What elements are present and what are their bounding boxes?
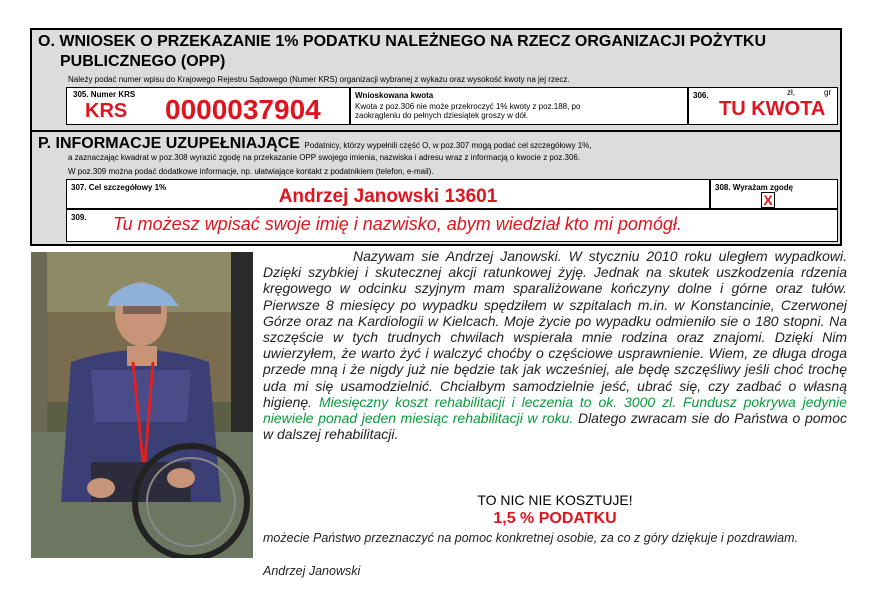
- tax-form-excerpt: [30, 28, 842, 246]
- section-p-heading: P. INFORMACJE UZUPEŁNIAJĄCE: [38, 135, 300, 152]
- currency-zl: zł,: [787, 88, 795, 97]
- section-p-note-1: Podatnicy, którzy wypełnili część O, w poz.307 mogą podać cel szczegółowy 1%,: [304, 141, 592, 150]
- story-main: Nazywam sie Andrzej Janowski. W styczniu 2010 roku uległem wypadkowi. Dzięki szybkiej i skutecznej akcji ratunkowej żyję. Jednak na skutek uszkodzenia rdzenia kręgowego w odcinku szyjnym mam sparaliżowane kończyny dolne i górne oraz tułów. Pierwsze 8 miesięcy po wypadku spędziłem w szpitalach m.in. w Konstancinie, Czerwonej Górze oraz na Kardiologii w Kielcach. Moje życie po wypadku odmieniło sie o 180 stopni. Na szczęście w tych trudnych chwilach wspierała mnie rodzina oraz znajomi. Dzięki Nim uwierzyłem, że warto żyć i walczyć choćby o częściowe usprawnienie. Wiem, ze długa droga przede mną i że nigdy już nie będzie tak jak wcześniej, ale będę szczęśliwy jeśli choć trochę uda mi się usamodzielnić. Chciałbym samodzielnie jeść, ubrać się, czy zadbać o własną higienę.: [263, 248, 847, 410]
- field-308-consent: [710, 179, 838, 209]
- field-306-label: 306.: [693, 91, 709, 100]
- field-306-amount[interactable]: [688, 87, 838, 125]
- section-o-note: Należy podać numer wpisu do Krajowego Rejestru Sądowego (Numer KRS) organizacji wybranej z wykazu oraz wysokość kwoty na jej rzecz.: [68, 75, 570, 84]
- krs-number: 0000037904: [165, 94, 321, 125]
- story-cost: Miesięczny koszt rehabilitacji i leczenia to ok. 3000 zl. Fundusz pokrywa jedynie niewiele ponad jeden miesiąc rehabilitacji w roku.: [263, 393, 847, 427]
- photo-illustration: [31, 252, 253, 558]
- field-305-krs[interactable]: [66, 87, 350, 125]
- amount-note-2: zaokrągleniu do pełnych dziesiątek groszy w dół.: [355, 111, 528, 120]
- amount-label: Wnioskowana kwota: [355, 91, 434, 100]
- info-value: Tu możesz wpisać swoje imię i nazwisko, abym wiedział kto mi pomógł.: [113, 214, 682, 234]
- section-o-title: O. WNIOSEK O PRZEKAZANIE 1% PODATKU NALEŻNEGO NA RZECZ ORGANIZACJI POŻYTKU: [38, 33, 767, 50]
- field-307-label: 307. Cel szczegółowy 1%: [71, 183, 167, 192]
- story-end: Dlatego zwracam sie do Państwa o pomoc w dalszej rehabilitacji.: [263, 410, 847, 443]
- signature: Andrzej Janowski: [263, 564, 361, 578]
- free-line: TO NIC NIE KOSZTUJE!: [477, 492, 633, 508]
- section-p-note-3: W poz.309 można podać dodatkowe informacje, np. ułatwiające kontakt z podatnikiem (telefon, e-mail).: [68, 167, 434, 176]
- field-308-label: 308. Wyrażam zgodę: [715, 183, 794, 192]
- tax-line: 1,5 % PODATKU: [493, 510, 617, 527]
- field-309-label: 309.: [71, 213, 87, 222]
- closing-text: możecie Państwo przeznaczyć na pomoc konkretnej osobie, za co z góry dziękuje i pozdrawiam.: [263, 531, 798, 545]
- field-305-label: 305. Numer KRS: [73, 90, 136, 99]
- field-309-info[interactable]: [66, 209, 838, 242]
- goal-value: Andrzej Janowski 13601: [278, 186, 498, 207]
- section-p-note-2: a zaznaczając kwadrat w poz.308 wyrazić zgodę na przekazanie OPP swojego imienia, nazwiska i adresu wraz z informacją o kwocie z poz.306.: [68, 153, 581, 162]
- section-o-title-cont: PUBLICZNEGO (OPP): [60, 53, 226, 70]
- field-307-goal[interactable]: [66, 179, 710, 209]
- currency-gr: gr: [824, 88, 832, 97]
- consent-checkbox[interactable]: X: [761, 192, 775, 208]
- section-divider: [32, 130, 840, 132]
- story-text: [263, 248, 847, 442]
- requested-amount-box: [350, 87, 688, 125]
- person-photo: [31, 252, 253, 558]
- amount-note-1: Kwota z poz.306 nie może przekroczyć 1% kwoty z poz.188, po: [355, 102, 581, 111]
- krs-label: KRS: [85, 100, 128, 122]
- amount-value: TU KWOTA: [719, 98, 826, 120]
